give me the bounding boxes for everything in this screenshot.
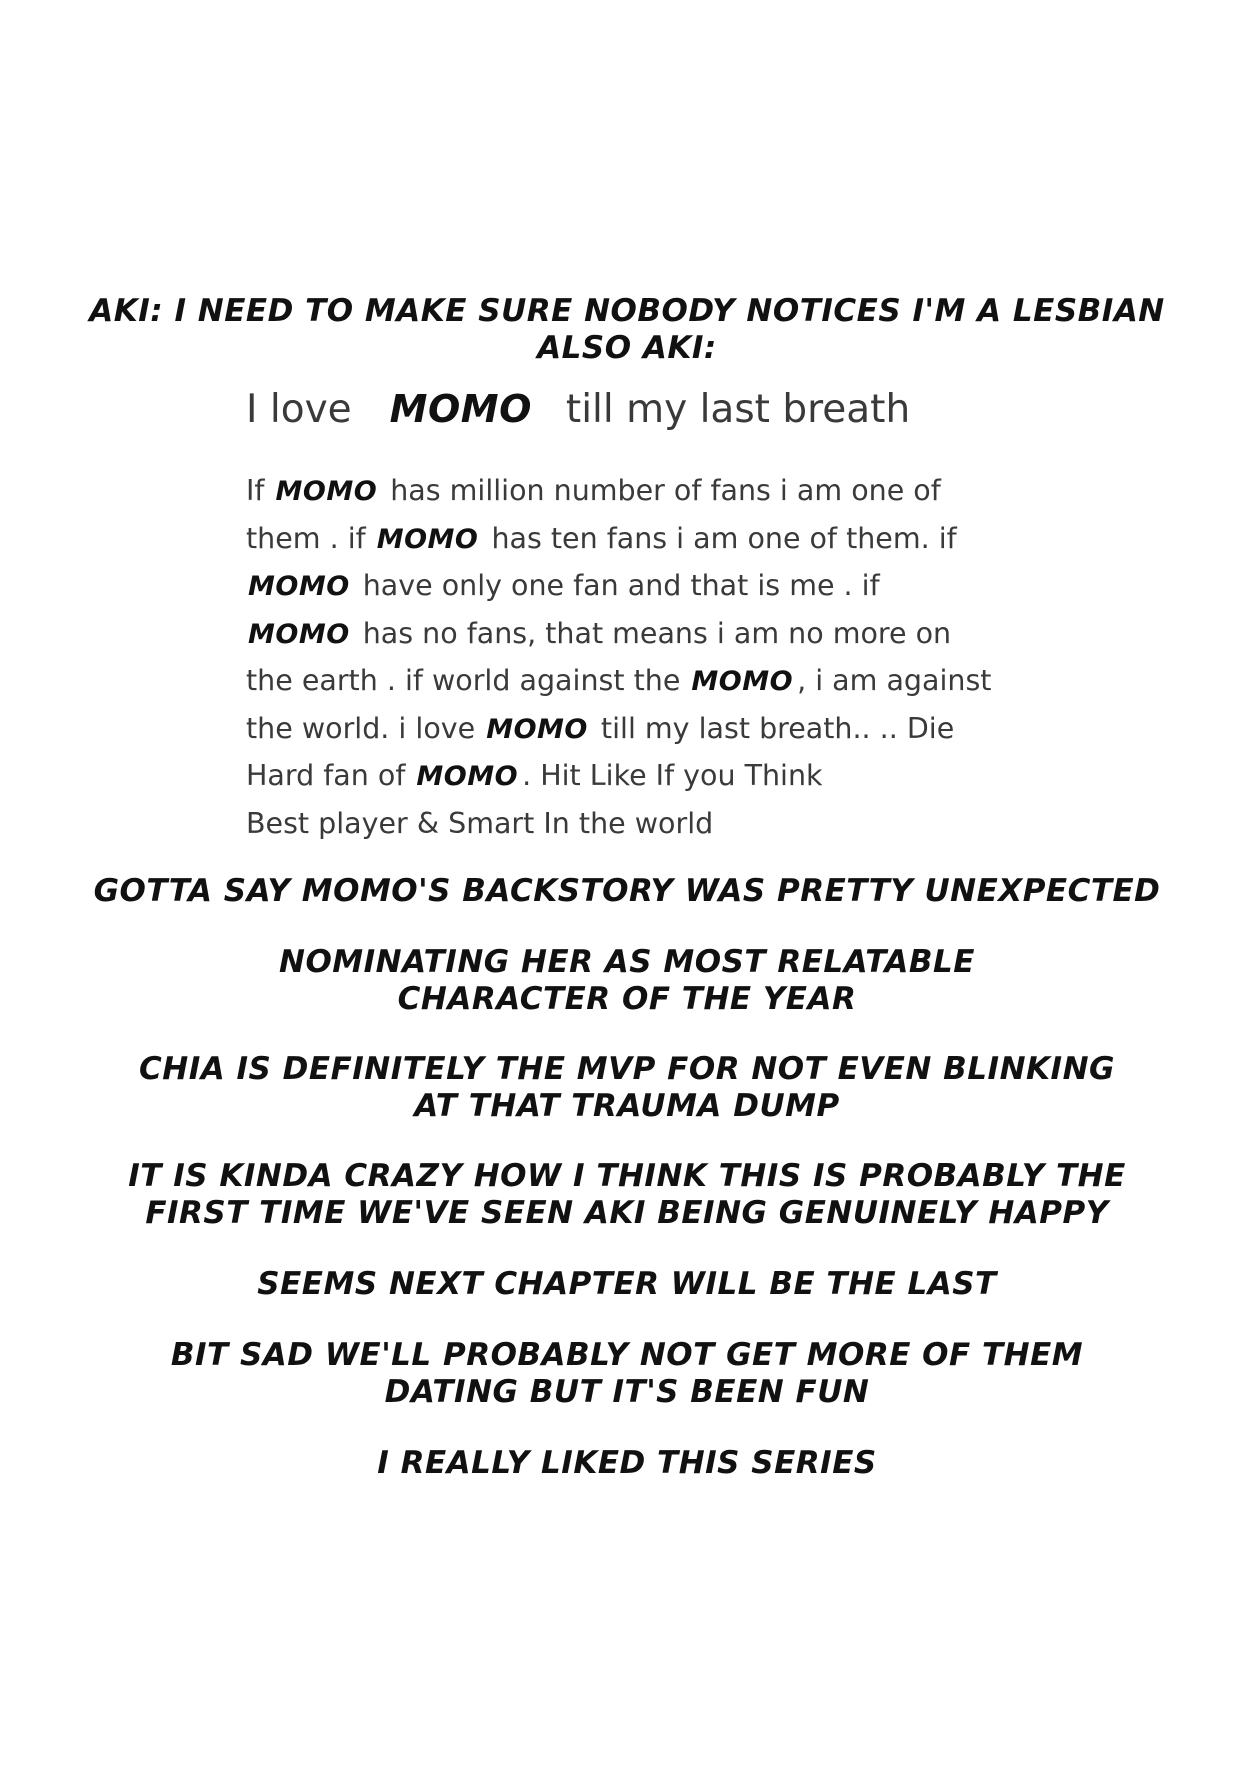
comment-line: IT IS KINDA CRAZY HOW I THINK THIS IS PROBABLY THE xyxy=(128,1158,1126,1194)
comment-line: NOMINATING HER AS MOST RELATABLE xyxy=(279,944,975,980)
meme-text: Hard fan of xyxy=(246,759,415,792)
meme-text: If xyxy=(246,474,274,507)
meme-text: , i am against xyxy=(797,664,992,697)
meme-title-name: MOMO xyxy=(389,387,532,431)
meme-name: MOMO xyxy=(416,761,519,792)
meme-name: MOMO xyxy=(376,523,479,555)
meme-text: . Hit Like If you Think xyxy=(522,759,823,792)
comment-7 xyxy=(0,1445,1254,1482)
header-line-2: ALSO AKI: xyxy=(537,330,717,366)
comment-1 xyxy=(0,873,1254,910)
meme-line xyxy=(246,753,1046,801)
meme-text: Best player & Smart In the world xyxy=(246,806,714,840)
meme-name: MOMO xyxy=(486,713,588,745)
meme-text: has ten fans i am one of them. if xyxy=(482,521,957,555)
meme-line xyxy=(246,801,1046,848)
comment-line: SEEMS NEXT CHAPTER WILL BE THE LAST xyxy=(257,1266,997,1302)
header-line-1: AKI: I NEED TO MAKE SURE NOBODY NOTICES I'M A LESBIAN xyxy=(89,293,1165,329)
comment-line: CHARACTER OF THE YEAR xyxy=(397,981,857,1017)
comment-2 xyxy=(0,944,1254,1018)
meme-name: MOMO xyxy=(691,666,794,697)
meme-title xyxy=(246,385,1046,434)
header-caption xyxy=(0,293,1254,367)
meme-text: them . if xyxy=(246,521,375,555)
meme-line xyxy=(246,516,1046,564)
meme-body xyxy=(246,468,1046,847)
meme-text: the earth . if world against the xyxy=(246,664,690,697)
comment-line: I REALLY LIKED THIS SERIES xyxy=(377,1445,877,1481)
comment-line: FIRST TIME WE'VE SEEN AKI BEING GENUINELY HAPPY xyxy=(145,1195,1109,1231)
meme-text: have only one fan and that is me . if xyxy=(353,569,880,602)
meme-text: has million number of fans i am one of xyxy=(381,474,941,507)
meme-line xyxy=(246,658,1046,706)
meme-text: the world. i love xyxy=(246,711,485,745)
comment-5 xyxy=(0,1266,1254,1303)
comment-3 xyxy=(0,1051,1254,1125)
meme-line xyxy=(246,468,1046,516)
comment-line: AT THAT TRAUMA DUMP xyxy=(414,1088,840,1124)
meme-name: MOMO xyxy=(248,618,350,650)
fan-meme-panel xyxy=(246,385,1046,847)
meme-text: till my last breath.. .. Die xyxy=(591,711,955,745)
meme-name: MOMO xyxy=(275,476,378,507)
meme-line xyxy=(246,563,1046,611)
meme-title-before: I love xyxy=(246,387,352,432)
comment-line: BIT SAD WE'LL PROBABLY NOT GET MORE OF THEM xyxy=(170,1337,1084,1373)
meme-text: has no fans, that means i am no more on xyxy=(353,616,952,650)
comment-6 xyxy=(0,1337,1254,1411)
comment-line: GOTTA SAY MOMO'S BACKSTORY WAS PRETTY UNEXPECTED xyxy=(93,873,1161,909)
meme-name: MOMO xyxy=(248,571,350,602)
meme-title-after: till my last breath xyxy=(565,387,911,432)
comment-line: CHIA IS DEFINITELY THE MVP FOR NOT EVEN BLINKING xyxy=(139,1051,1115,1087)
comment-line: DATING BUT IT'S BEEN FUN xyxy=(384,1374,870,1410)
comment-4 xyxy=(0,1158,1254,1232)
meme-line xyxy=(246,611,1046,659)
meme-line xyxy=(246,706,1046,754)
